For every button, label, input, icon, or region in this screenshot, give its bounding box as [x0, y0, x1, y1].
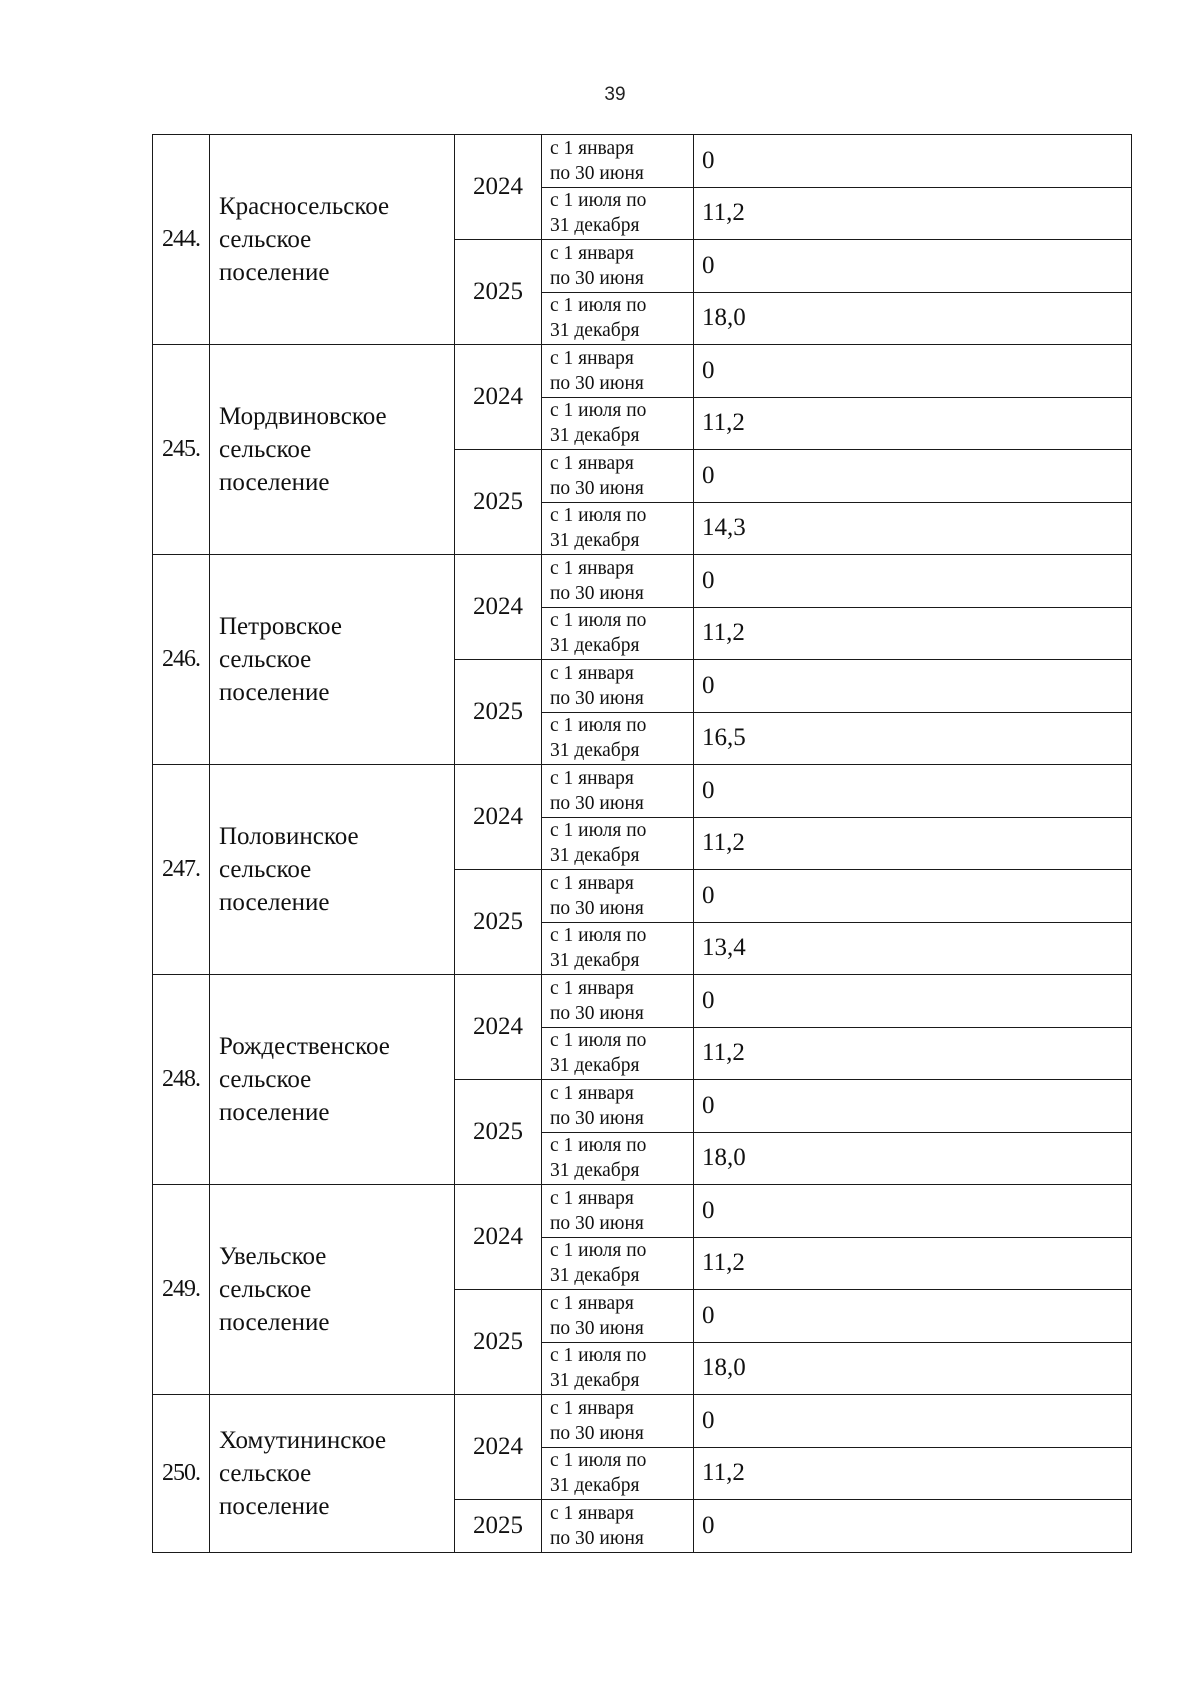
period-line: с 1 июля по: [550, 925, 647, 947]
period-line: 31 декабря: [550, 740, 640, 762]
period-cell: [542, 765, 694, 818]
settlement-number: 245.: [153, 345, 210, 555]
year-cell: 2024: [455, 1395, 542, 1500]
period-line: по 30 июня: [550, 1212, 644, 1234]
period-cell: [542, 135, 694, 188]
settlement-name-line: поселение: [219, 469, 330, 496]
period-cell: [542, 922, 694, 975]
table-row: [153, 1185, 1132, 1238]
page-number: 39: [604, 84, 626, 105]
period-line: по 30 июня: [550, 267, 644, 289]
settlement-name-line: поселение: [219, 1099, 330, 1126]
table-row: [153, 765, 1132, 818]
period-line: 31 декабря: [550, 1475, 640, 1497]
settlement-name-line: поселение: [219, 1492, 330, 1520]
settlement-number: 244.: [153, 135, 210, 345]
period-line: с 1 июля по: [550, 715, 647, 737]
value-cell: 18,0: [694, 292, 1132, 345]
settlement-name: [210, 765, 455, 975]
year-cell: 2024: [455, 765, 542, 870]
period-line: с 1 января: [550, 977, 634, 999]
value-cell: 0: [694, 1500, 1132, 1553]
period-line: 31 декабря: [550, 635, 640, 657]
value-cell: 0: [694, 975, 1132, 1028]
period-line: с 1 января: [550, 557, 634, 579]
value-cell: 0: [694, 1290, 1132, 1343]
period-cell: [542, 1342, 694, 1395]
settlement-number: 250.: [153, 1395, 210, 1553]
value-cell: 18,0: [694, 1342, 1132, 1395]
period-line: 31 декабря: [550, 950, 640, 972]
year-cell: 2024: [455, 555, 542, 660]
period-line: с 1 июля по: [550, 820, 647, 842]
period-cell: [542, 345, 694, 398]
value-cell: 11,2: [694, 187, 1132, 240]
period-line: 31 декабря: [550, 425, 640, 447]
period-line: с 1 июля по: [550, 1240, 647, 1262]
period-line: с 1 января: [550, 662, 634, 684]
period-line: 31 декабря: [550, 530, 640, 552]
period-line: с 1 января: [550, 1397, 634, 1419]
period-line: 31 декабря: [550, 215, 640, 237]
period-line: по 30 июня: [550, 582, 644, 604]
settlement-name-line: сельское: [219, 1276, 312, 1303]
settlement-name: [210, 1395, 455, 1553]
value-cell: 11,2: [694, 1237, 1132, 1290]
settlement-name-line: Хомутининское: [219, 1426, 387, 1454]
settlement-name: [210, 975, 455, 1185]
settlement-number: 248.: [153, 975, 210, 1185]
settlement-name-line: Увельское: [219, 1243, 327, 1270]
table-row: [153, 555, 1132, 608]
settlement-name-line: поселение: [219, 259, 330, 286]
settlement-name-line: поселение: [219, 679, 330, 706]
period-line: с 1 января: [550, 452, 634, 474]
value-cell: 0: [694, 1080, 1132, 1133]
year-cell: 2024: [455, 345, 542, 450]
settlement-name: [210, 555, 455, 765]
value-cell: 18,0: [694, 1132, 1132, 1185]
period-line: с 1 июля по: [550, 190, 647, 212]
settlement-name-line: Петровское: [219, 613, 342, 640]
period-line: с 1 января: [550, 1187, 634, 1209]
period-line: с 1 января: [550, 1292, 634, 1314]
table-row: [153, 345, 1132, 398]
period-line: с 1 января: [550, 872, 634, 894]
settlement-number: 247.: [153, 765, 210, 975]
period-line: по 30 июня: [550, 687, 644, 709]
settlement-name-line: поселение: [219, 1309, 330, 1336]
value-cell: 11,2: [694, 817, 1132, 870]
period-cell: [542, 292, 694, 345]
period-cell: [542, 240, 694, 293]
settlement-name-line: Половинское: [219, 823, 359, 850]
value-cell: 11,2: [694, 607, 1132, 660]
period-line: по 30 июня: [550, 162, 644, 184]
value-cell: 0: [694, 555, 1132, 608]
year-cell: 2025: [455, 870, 542, 975]
settlement-number: 246.: [153, 555, 210, 765]
value-cell: 16,5: [694, 712, 1132, 765]
period-cell: [542, 975, 694, 1028]
period-cell: [542, 1237, 694, 1290]
period-line: с 1 июля по: [550, 1030, 647, 1052]
period-line: 31 декабря: [550, 1055, 640, 1077]
settlement-name-line: сельское: [219, 436, 312, 463]
table-row: [153, 135, 1132, 188]
tariff-table: [152, 134, 1132, 1553]
value-cell: 11,2: [694, 1027, 1132, 1080]
value-cell: 0: [694, 660, 1132, 713]
period-line: по 30 июня: [550, 897, 644, 919]
period-line: по 30 июня: [550, 1527, 644, 1549]
period-cell: [542, 450, 694, 503]
period-cell: [542, 187, 694, 240]
settlement-name: [210, 1185, 455, 1395]
year-cell: 2024: [455, 135, 542, 240]
period-cell: [542, 870, 694, 923]
period-cell: [542, 502, 694, 555]
value-cell: 11,2: [694, 1447, 1132, 1500]
year-cell: 2025: [455, 660, 542, 765]
year-cell: 2025: [455, 1500, 542, 1553]
period-line: по 30 июня: [550, 1422, 644, 1444]
period-line: по 30 июня: [550, 1002, 644, 1024]
period-line: с 1 января: [550, 137, 634, 159]
period-line: по 30 июня: [550, 477, 644, 499]
year-cell: 2025: [455, 1080, 542, 1185]
period-line: по 30 июня: [550, 792, 644, 814]
table-row: [153, 1395, 1132, 1448]
settlement-name-line: сельское: [219, 1459, 312, 1487]
tariff-table-body: [153, 135, 1132, 1553]
value-cell: 0: [694, 1185, 1132, 1238]
period-cell: [542, 1027, 694, 1080]
value-cell: 0: [694, 765, 1132, 818]
period-line: с 1 июля по: [550, 400, 647, 422]
period-line: с 1 января: [550, 767, 634, 789]
year-cell: 2025: [455, 240, 542, 345]
period-cell: [542, 1447, 694, 1500]
period-cell: [542, 817, 694, 870]
settlement-name-line: сельское: [219, 646, 312, 673]
period-line: с 1 января: [550, 347, 634, 369]
value-cell: 0: [694, 450, 1132, 503]
year-cell: 2025: [455, 1290, 542, 1395]
value-cell: 0: [694, 240, 1132, 293]
period-cell: [542, 1080, 694, 1133]
value-cell: 0: [694, 345, 1132, 398]
period-line: с 1 января: [550, 242, 634, 264]
table-row: [153, 975, 1132, 1028]
year-cell: 2024: [455, 1185, 542, 1290]
period-cell: [542, 397, 694, 450]
settlement-name-line: поселение: [219, 889, 330, 916]
settlement-name-line: Мордвиновское: [219, 403, 387, 430]
period-cell: [542, 712, 694, 765]
period-line: 31 декабря: [550, 845, 640, 867]
settlement-number: 249.: [153, 1185, 210, 1395]
period-line: 31 декабря: [550, 1160, 640, 1182]
period-cell: [542, 607, 694, 660]
value-cell: 0: [694, 135, 1132, 188]
period-line: с 1 июля по: [550, 1345, 647, 1367]
period-line: по 30 июня: [550, 1107, 644, 1129]
year-cell: 2024: [455, 975, 542, 1080]
value-cell: 11,2: [694, 397, 1132, 450]
period-line: с 1 июля по: [550, 505, 647, 527]
settlement-name-line: Рождественское: [219, 1033, 390, 1060]
settlement-name-line: сельское: [219, 1066, 312, 1093]
settlement-name: [210, 135, 455, 345]
value-cell: 13,4: [694, 922, 1132, 975]
period-line: 31 декабря: [550, 1370, 640, 1392]
settlement-name-line: сельское: [219, 226, 312, 253]
period-line: по 30 июня: [550, 372, 644, 394]
period-line: с 1 июля по: [550, 610, 647, 632]
year-cell: 2025: [455, 450, 542, 555]
period-cell: [542, 1185, 694, 1238]
period-line: 31 декабря: [550, 320, 640, 342]
period-cell: [542, 660, 694, 713]
period-cell: [542, 1290, 694, 1343]
period-line: с 1 января: [550, 1082, 634, 1104]
settlement-name: [210, 345, 455, 555]
period-line: с 1 июля по: [550, 1450, 647, 1472]
value-cell: 0: [694, 1395, 1132, 1448]
value-cell: 14,3: [694, 502, 1132, 555]
period-cell: [542, 555, 694, 608]
period-line: с 1 июля по: [550, 1135, 647, 1157]
period-line: с 1 января: [550, 1502, 634, 1524]
value-cell: 0: [694, 870, 1132, 923]
period-cell: [542, 1395, 694, 1448]
period-line: по 30 июня: [550, 1317, 644, 1339]
settlement-name-line: сельское: [219, 856, 312, 883]
period-line: 31 декабря: [550, 1265, 640, 1287]
period-line: с 1 июля по: [550, 295, 647, 317]
period-cell: [542, 1132, 694, 1185]
period-cell: [542, 1500, 694, 1553]
settlement-name-line: Красносельское: [219, 193, 390, 220]
